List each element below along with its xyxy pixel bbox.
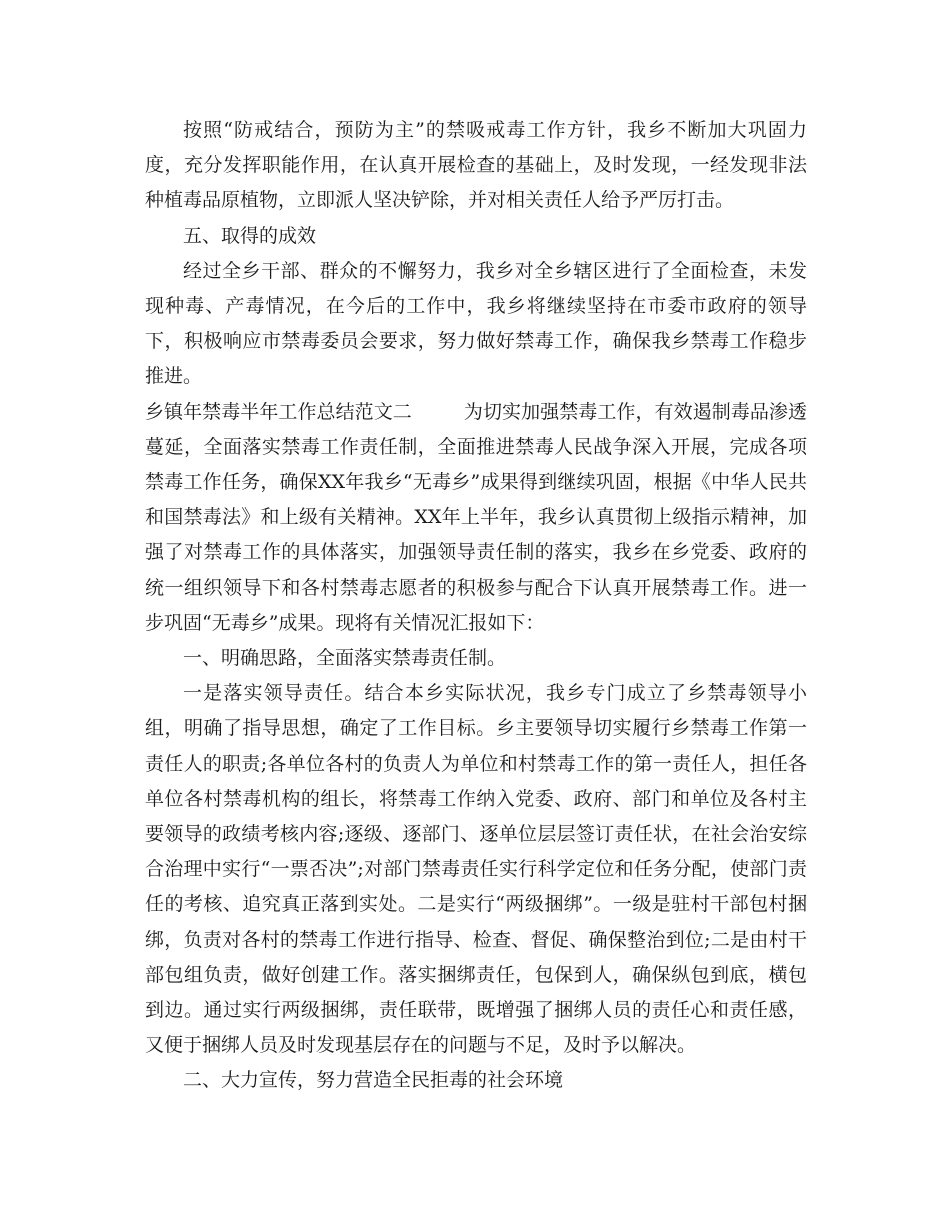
section-heading-responsibility: 一、明确思路，全面落实禁毒责任制。 xyxy=(183,647,507,670)
inline-document-title: 乡镇年禁毒半年工作总结范文二 xyxy=(145,400,412,423)
paragraph-second-report-text: 为切实加强禁毒工作，有效遏制毒品渗透蔓延，全面落实禁毒工作责任制，全面推进禁毒人民战争深入开展，完成各项禁毒工作任务，确保XX年我乡“无毒乡”成果得到继续巩固，根据《中华人民共和国禁毒法》和上级有关精神。XX年上半年，我乡认真贯彻上级指示精神，加强了对禁毒工作的具体落实，加强领导责任制的落实，我乡在乡党委、政府的统一组织领导下和各村禁毒志愿者的积极参与配合下认真开展禁毒工作。进一步巩固“无毒乡”成果。现将有关情况汇报如下： xyxy=(145,400,807,634)
paragraph-achievements: 经过全乡干部、群众的不懈努力，我乡对全乡辖区进行了全面检查，未发现种毒、产毒情况，在今后的工作中，我乡将继续坚持在市委市政府的领导下，积极响应市禁毒委员会要求，努力做好禁毒工作，确保我乡禁毒工作稳步推进。 xyxy=(145,259,807,388)
section-heading-achievements: 五、取得的成效 xyxy=(183,224,317,247)
section-heading-publicity: 二、大力宣传，努力营造全民拒毒的社会环境 xyxy=(183,1069,564,1092)
document-body xyxy=(145,113,807,1099)
paragraph-responsibility-details: 一是落实领导责任。结合本乡实际状况，我乡专门成立了乡禁毒领导小组，明确了指导思想，确定了工作目标。乡主要领导切实履行乡禁毒工作第一责任人的职责;各单位各村的负责人为单位和村禁毒工作的第一责任人，担任各单位各村禁毒机构的组长，将禁毒工作纳入党委、政府、部门和单位及各村主要领导的政绩考核内容;逐级、逐部门、逐单位层层签订责任状，在社会治安综合治理中实行“一票否决”;对部门禁毒责任实行科学定位和任务分配，使部门责任的考核、追究真正落到实处。二是实行“两级捆绑”。一级是驻村干部包村捆绑，负责对各村的禁毒工作进行指导、检查、督促、确保整治到位;二是由村干部包组负责，做好创建工作。落实捆绑责任，包保到人，确保纵包到底，横包到边。通过实行两级捆绑，责任联带，既增强了捆绑人员的责任心和责任感，又便于捆绑人员及时发现基层存在的问题与不足，及时予以解决。 xyxy=(145,682,807,1057)
paragraph-prevention-policy: 按照“防戒结合，预防为主”的禁吸戒毒工作方针，我乡不断加大巩固力度，充分发挥职能作用，在认真开展检查的基础上，及时发现，一经发现非法种植毒品原植物，立即派人坚决铲除，并对相关责任人给予严厉打击。 xyxy=(145,119,807,212)
paragraph-second-report-intro xyxy=(145,395,807,641)
